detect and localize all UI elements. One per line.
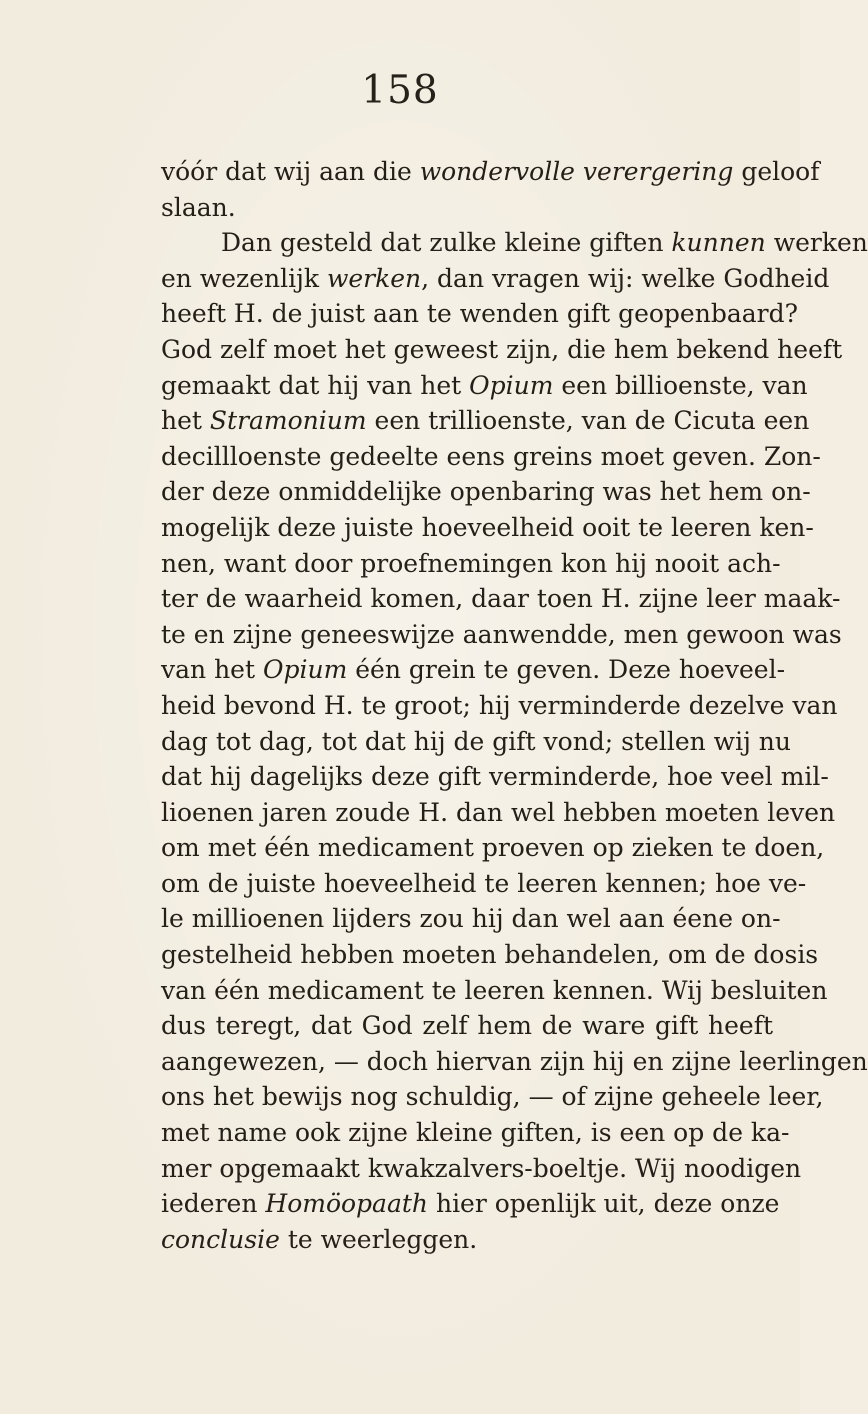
page-number: 158 [361,68,439,113]
text-line: en wezenlijk werken, dan vragen wij: welke Godheid [161,263,830,293]
text-line: van één medicament te leeren kennen. Wij besluiten [161,975,828,1005]
text-line: dag tot dag, tot dat hij de gift vond; stellen wij nu [161,726,791,756]
body-text [161,154,868,1257]
text-line: le millioenen lijders zou hij dan wel aan éene on- [161,904,781,934]
text-line: gestelheid hebben moeten behandelen, om de dosis [161,940,819,970]
text-line: heeft H. de juist aan te wenden gift geopenbaard? [161,299,798,329]
text-line: der deze onmiddelijke openbaring was het hem on- [161,477,811,507]
text-line: God zelf moet het geweest zijn, die hem bekend heeft [161,334,843,364]
text-line: iederen Homöopaath hier openlijk uit, deze onze [161,1189,780,1219]
text-line: met name ook zijne kleine giften, is een op de ka- [161,1118,790,1148]
text-line: decillloenste gedeelte eens greins moet geven. Zon- [161,441,821,471]
text-line: conclusie te weerleggen. [161,1224,478,1254]
text-line: mer opgemaakt kwakzalvers-boeltje. Wij noodigen [161,1153,802,1183]
text-line: gemaakt dat hij van het Opium een billioenste, van [161,370,808,400]
text-line: Dan gesteld dat zulke kleine giften kunnen werken [221,228,868,258]
text-line: lioenen jaren zoude H. dan wel hebben moeten leven [161,797,836,827]
text-line: het Stramonium een trillioenste, van de Cicuta een [161,406,810,436]
text-line: aangewezen, — doch hiervan zijn hij en zijne leerlingen [161,1046,868,1076]
text-line: ter de waarheid komen, daar toen H. zijne leer maak- [161,584,841,614]
text-line: slaan. [161,192,236,222]
text-line: om met één medicament proeven op zieken te doen, [161,833,825,863]
text-line: dus teregt, dat God zelf hem de ware gift heeft [161,1011,773,1041]
text-line: heid bevond H. te groot; hij verminderde dezelve van [161,690,838,720]
text-line: dat hij dagelijks deze gift verminderde, hoe veel mil- [161,762,829,792]
text-line: vóór dat wij aan die wondervolle verergering geloof [161,157,820,186]
text-line: nen, want door proefnemingen kon hij nooit ach- [161,548,781,578]
text-line: van het Opium één grein te geven. Deze hoeveel- [161,655,786,685]
text-line: mogelijk deze juiste hoeveelheid ooit te leeren ken- [161,512,814,542]
text-line: om de juiste hoeveelheid te leeren kennen; hoe ve- [161,868,807,898]
text-line: ons het bewijs nog schuldig, — of zijne geheele leer, [161,1082,824,1112]
text-line: te en zijne geneeswijze aanwendde, men gewoon was [161,619,842,649]
